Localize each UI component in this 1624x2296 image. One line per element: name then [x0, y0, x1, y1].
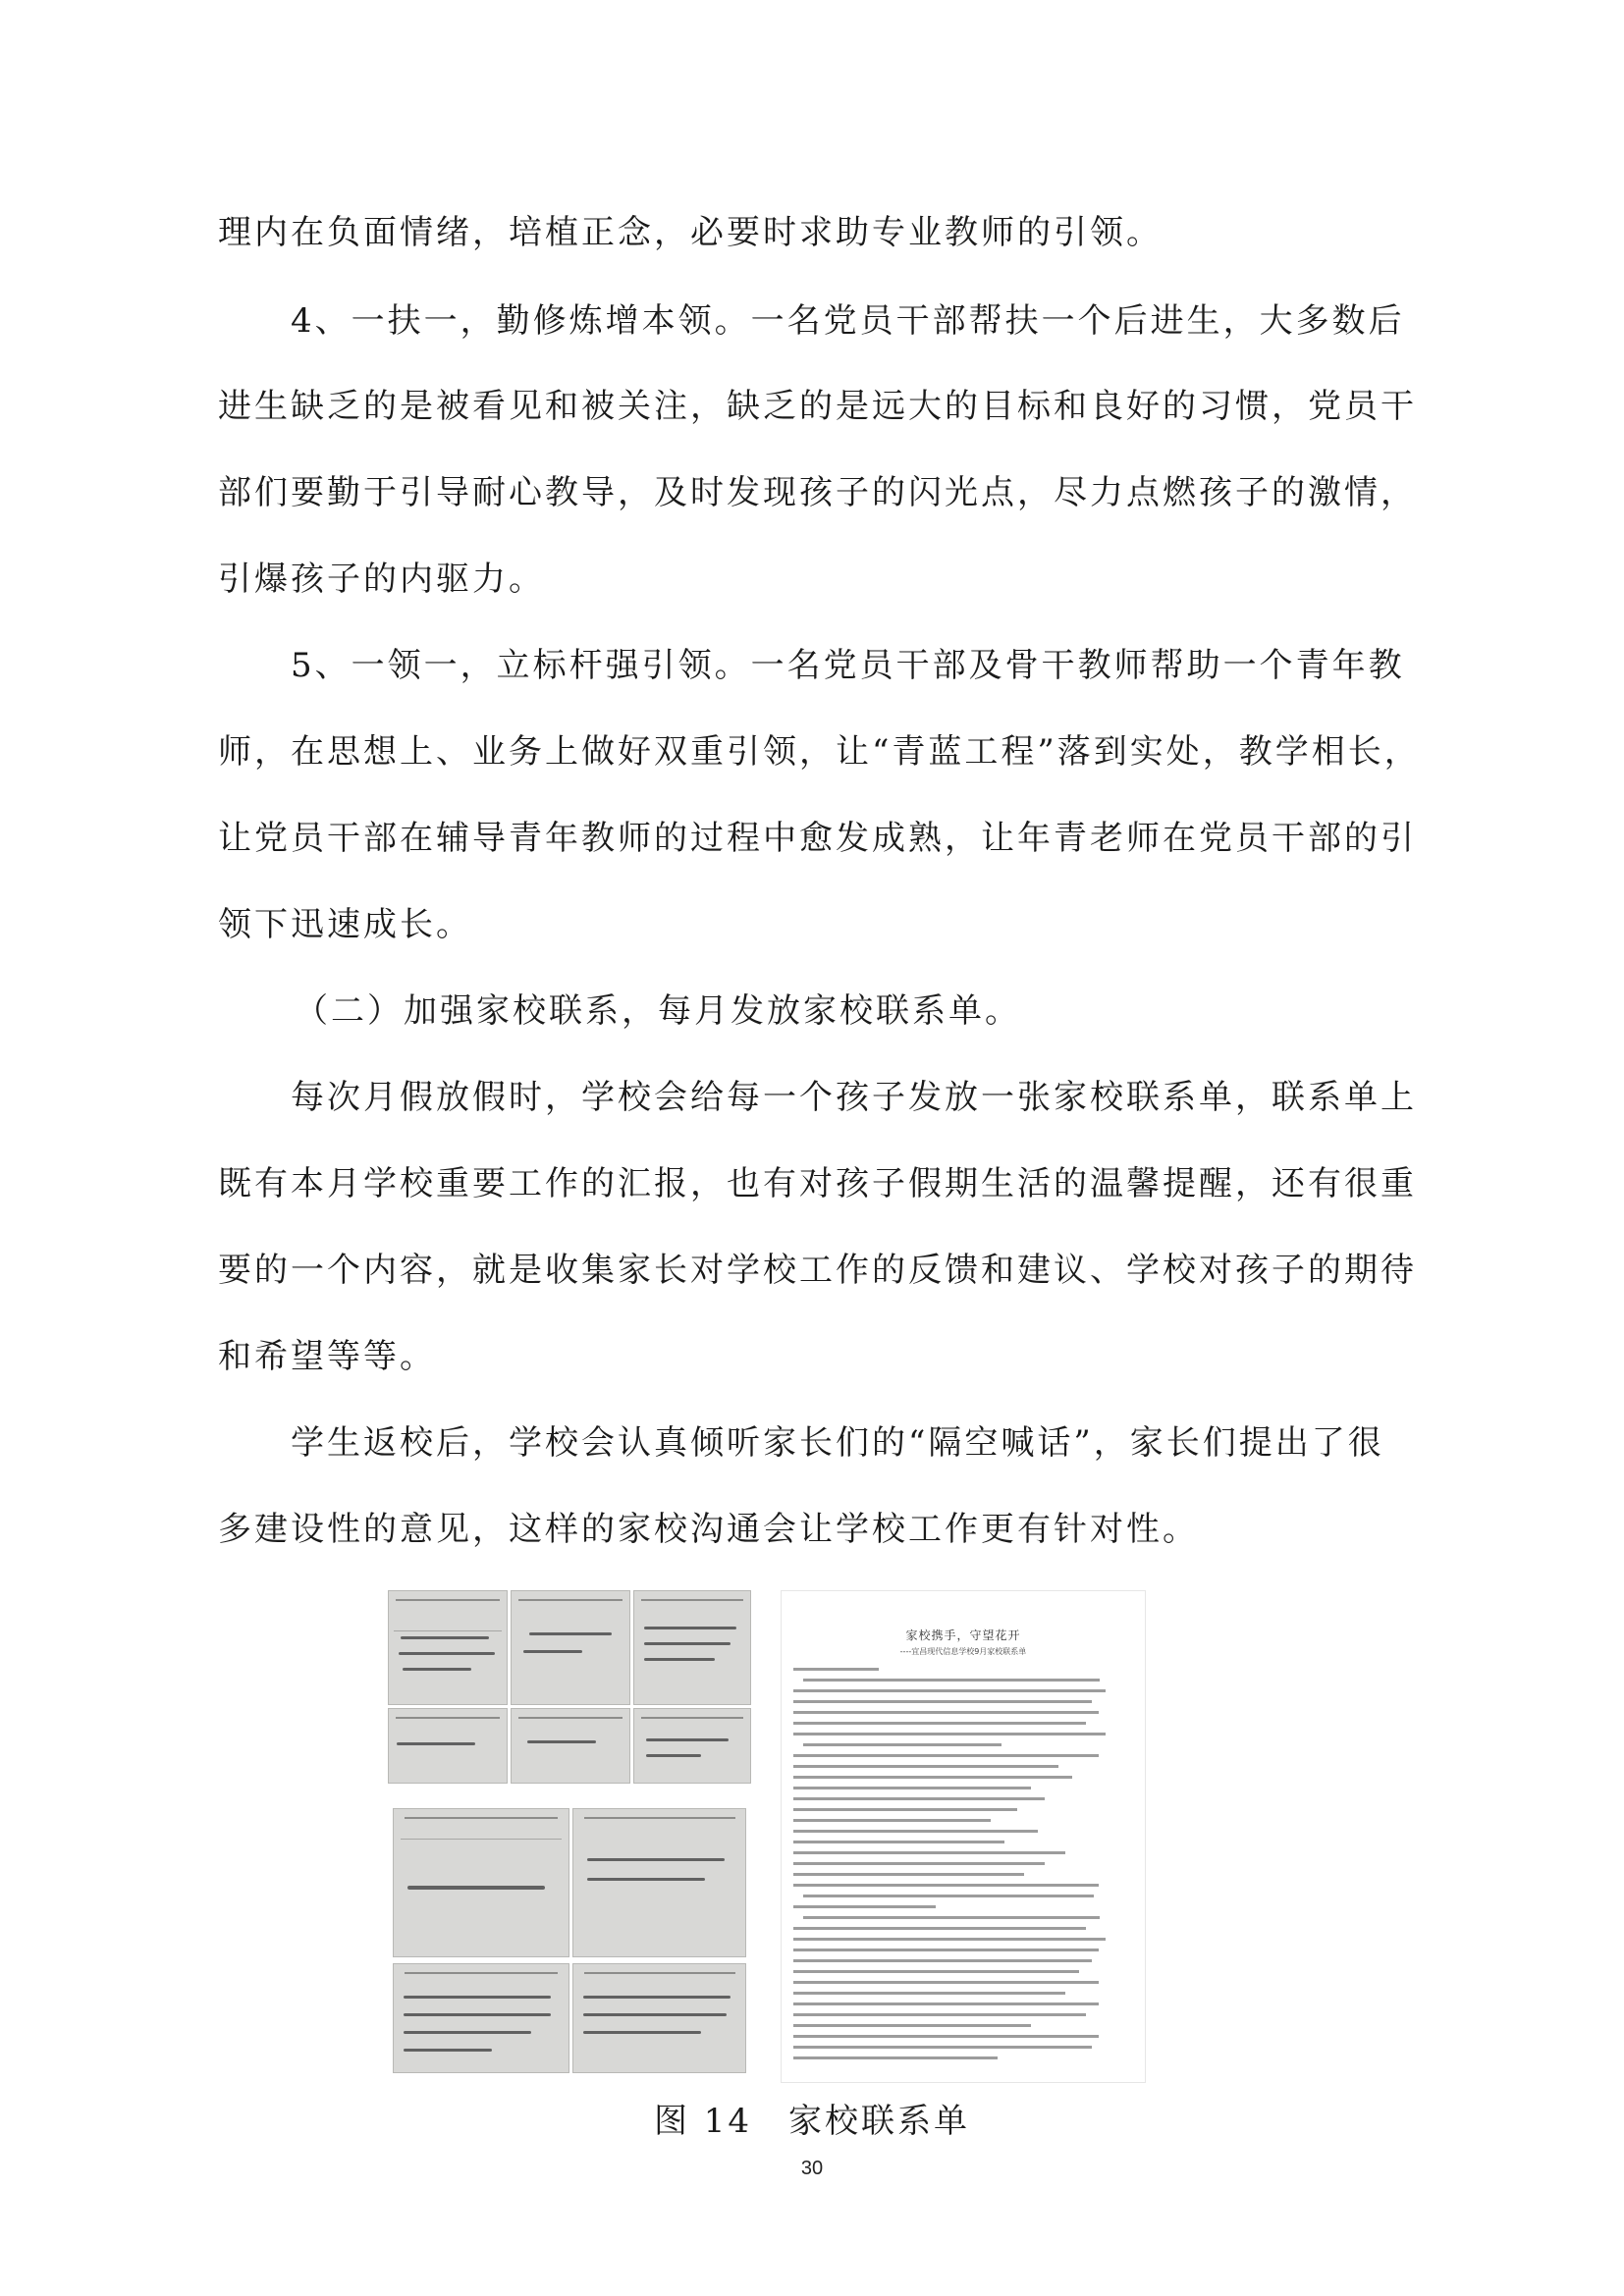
- letter-text-line: [793, 1992, 1065, 1995]
- letter-text-line: [793, 1830, 1038, 1833]
- feedback-photo: [572, 1963, 746, 2073]
- letter-text-line: [793, 2056, 998, 2059]
- letter-text-line: [793, 1862, 1045, 1865]
- feedback-photo: [511, 1590, 630, 1705]
- letter-text-line: [793, 1927, 1086, 1930]
- section-heading: （二）加强家校联系，每月发放家校联系单。: [295, 991, 1021, 1031]
- letter-text-line: [793, 1689, 1106, 1692]
- letter-text-line: [793, 1765, 1058, 1768]
- letter-text-line: [793, 1668, 879, 1671]
- letter-text-line: [793, 1949, 1099, 1951]
- paragraph-line: 领下迅速成长。: [218, 905, 472, 944]
- paragraph-line: 每次月假放假时，学校会给每一个孩子发放一张家校联系单，联系单上: [291, 1078, 1417, 1117]
- letter-text-line: [803, 1895, 1094, 1897]
- paragraph-line: 引爆孩子的内驱力。: [218, 560, 545, 599]
- letter-text-line: [803, 1916, 1100, 1919]
- letter-text-line: [793, 1711, 1099, 1714]
- feedback-photo: [388, 1590, 508, 1705]
- feedback-photo: [633, 1708, 751, 1784]
- letter-text-line: [793, 1841, 1004, 1843]
- letter-text-line: [793, 1905, 936, 1908]
- letter-text-line: [793, 1754, 1099, 1757]
- paragraph-line: 4、一扶一，勤修炼增本领。一名党员干部帮扶一个后进生，大多数后: [291, 301, 1405, 341]
- letter-text-line: [793, 1722, 1086, 1725]
- letter-text-line: [793, 1970, 1079, 1973]
- letter-subtitle: ----宜昌现代信息学校9月家校联系单: [899, 1647, 1027, 1656]
- letter-text-line: [793, 2024, 1031, 2027]
- letter-text-line: [793, 1808, 1017, 1811]
- paragraph-line: 多建设性的意见，这样的家校沟通会让学校工作更有针对性。: [218, 1510, 1199, 1549]
- letter-text-line: [793, 1787, 1031, 1789]
- letter-text-line: [793, 1959, 1092, 1962]
- home-school-contact-letter: [781, 1590, 1146, 2083]
- letter-text-line: [793, 1851, 1065, 1854]
- feedback-photo: [393, 1963, 569, 2073]
- letter-text-line: [803, 1743, 1001, 1746]
- paragraph-line: 既有本月学校重要工作的汇报，也有对孩子假期生活的温馨提醒，还有很重: [218, 1164, 1417, 1203]
- letter-text-line: [793, 1700, 1092, 1703]
- paragraph-line: 师，在思想上、业务上做好双重引领，让“青蓝工程”落到实处，教学相长，: [218, 732, 1421, 772]
- letter-text-line: [793, 1733, 1106, 1735]
- figure-caption: 图 14 家校联系单: [653, 2102, 971, 2141]
- letter-text-line: [793, 2002, 1099, 2005]
- letter-text-line: [793, 1819, 991, 1822]
- paragraph-line: 理内在负面情绪，培植正念，必要时求助专业教师的引领。: [218, 213, 1163, 252]
- feedback-photo: [511, 1708, 630, 1784]
- feedback-photo: [393, 1808, 569, 1957]
- letter-text-line: [793, 2046, 1092, 2049]
- letter-text-line: [793, 1776, 1072, 1779]
- paragraph-line: 5、一领一，立标杆强引领。一名党员干部及骨干教师帮助一个青年教: [291, 646, 1405, 685]
- paragraph-line: 让党员干部在辅导青年教师的过程中愈发成熟，让年青老师在党员干部的引: [218, 819, 1417, 858]
- feedback-photo: [633, 1590, 751, 1705]
- paragraph-line: 学生返校后，学校会认真倾听家长们的“隔空喊话”，家长们提出了很: [291, 1423, 1384, 1463]
- letter-text-line: [793, 1938, 1106, 1941]
- page-number: 30: [800, 2158, 824, 2179]
- feedback-photo: [572, 1808, 746, 1957]
- letter-text-line: [803, 1679, 1100, 1682]
- letter-text-line: [793, 1797, 1045, 1800]
- letter-title: 家校携手，守望花开: [905, 1629, 1021, 1642]
- feedback-photo: [388, 1708, 508, 1784]
- paragraph-line: 进生缺乏的是被看见和被关注，缺乏的是远大的目标和良好的习惯，党员干: [218, 387, 1417, 426]
- letter-text-line: [793, 1873, 1024, 1876]
- paragraph-line: 部们要勤于引导耐心教导，及时发现孩子的闪光点，尽力点燃孩子的激情，: [218, 473, 1417, 512]
- letter-text-line: [793, 1981, 1099, 1984]
- paragraph-line: 和希望等等。: [218, 1337, 436, 1376]
- letter-text-line: [793, 1884, 1099, 1887]
- paragraph-line: 要的一个内容，就是收集家长对学校工作的反馈和建议、学校对孩子的期待: [218, 1251, 1417, 1290]
- letter-text-line: [793, 2013, 1086, 2016]
- figure-home-school-contact-sheets: [388, 1590, 1144, 2081]
- letter-text-line: [793, 2035, 1099, 2038]
